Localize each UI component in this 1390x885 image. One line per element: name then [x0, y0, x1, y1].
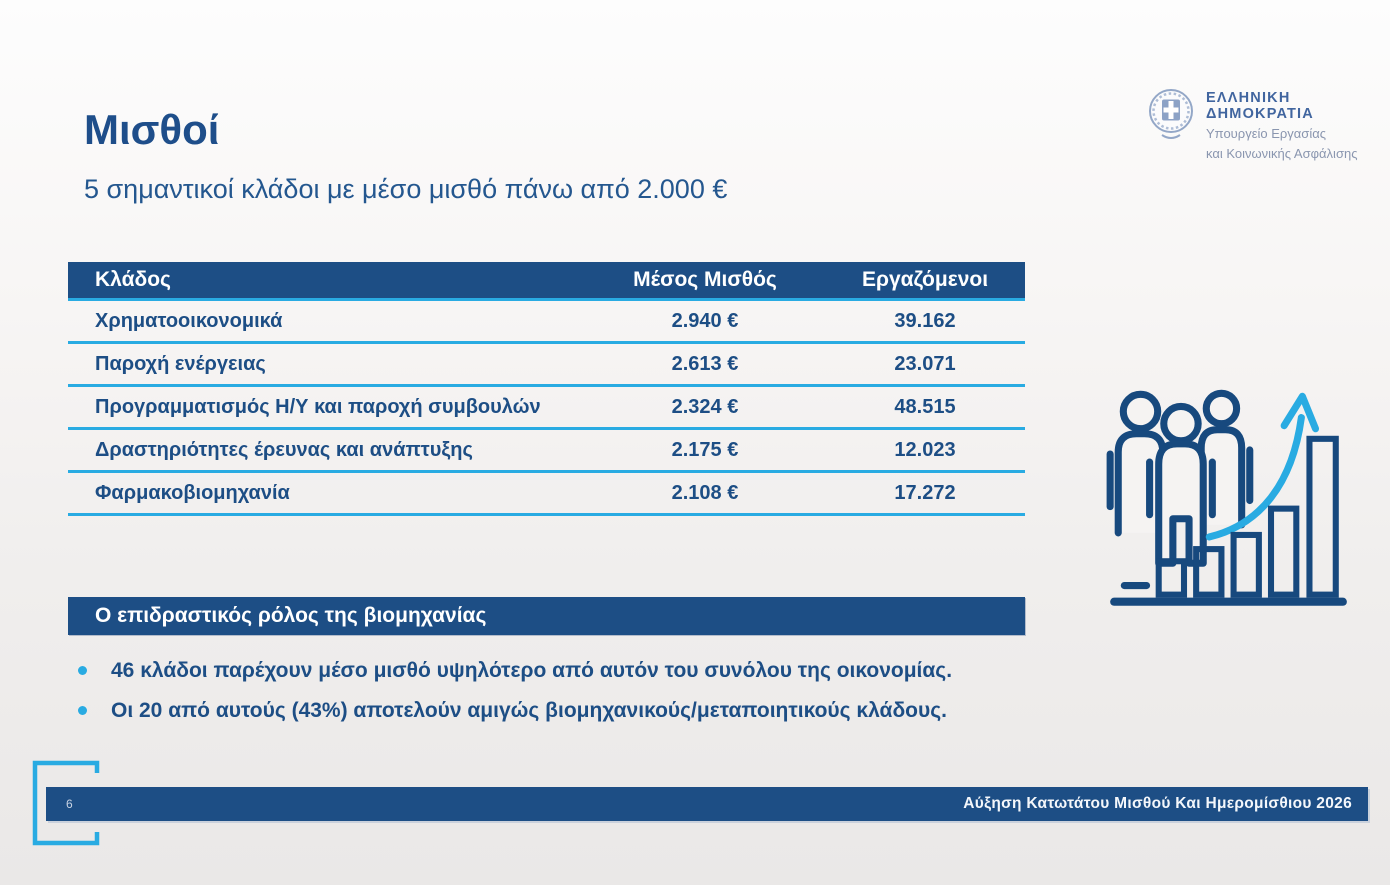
footer-title: Αύξηση Κατωτάτου Μισθού Και Ημερομίσθιου 2026 [963, 795, 1352, 812]
logo-text [1206, 85, 1390, 162]
table-row [68, 430, 1025, 473]
government-logo [1148, 85, 1390, 162]
sector-cell: Φαρμακοβιομηχανία [95, 481, 290, 504]
greek-coat-of-arms-icon [1148, 85, 1194, 149]
table-header-row [68, 262, 1025, 301]
header-salary: Μέσος Μισθός [633, 268, 777, 291]
salary-cell: 2.613 € [671, 352, 739, 375]
page-number: 6 [66, 797, 73, 811]
employees-cell: 17.272 [894, 481, 956, 504]
header-employees: Εργαζόμενοι [861, 268, 989, 291]
sector-cell: Δραστηριότητες έρευνας και ανάπτυξης [95, 438, 473, 461]
logo-ministry-line1: Υπουργείο Εργασίας [1206, 126, 1326, 141]
salary-cell: 2.108 € [671, 481, 739, 504]
employees-cell: 48.515 [894, 395, 956, 418]
table-row [68, 387, 1025, 430]
salary-cell: 2.175 € [671, 438, 739, 461]
bullet-dot-icon [78, 666, 87, 675]
table-row [68, 344, 1025, 387]
people-growth-chart-icon [1098, 383, 1356, 611]
list-item [78, 698, 1078, 724]
salary-table [68, 262, 1025, 516]
bullet-dot-icon [78, 706, 87, 715]
page-subtitle: 5 σημαντικοί κλάδοι με μέσο μισθό πάνω από 2.000 € [84, 174, 728, 204]
salary-cell: 2.324 € [671, 395, 739, 418]
sector-cell: Προγραμματισμός Η/Υ και παροχή συμβουλών [95, 395, 541, 418]
bullet-list [78, 658, 1078, 738]
footer-bar [46, 787, 1368, 821]
table-row [68, 301, 1025, 344]
banner-text: Ο επιδραστικός ρόλος της βιομηχανίας [95, 604, 487, 627]
list-item [78, 658, 1078, 684]
employees-cell: 39.162 [894, 309, 956, 332]
bullet-text: Οι 20 από αυτούς (43%) αποτελούν αμιγώς βιομηχανικούς/μεταποιητικούς κλάδους. [111, 699, 947, 722]
sector-cell: Παροχή ενέργειας [95, 352, 266, 375]
section-banner [68, 597, 1025, 635]
salary-cell: 2.940 € [671, 309, 739, 332]
logo-ministry-line2: και Κοινωνικής Ασφάλισης [1206, 146, 1358, 161]
employees-cell: 12.023 [894, 438, 956, 461]
sector-cell: Χρηματοοικονομικά [95, 309, 283, 332]
people-icon [1110, 393, 1250, 563]
logo-org-name: ΕΛΛΗΝΙΚΗ ΔΗΜΟΚΡΑΤΙΑ [1206, 90, 1314, 122]
page-title: Μισθοί [84, 106, 220, 153]
bullet-text: 46 κλάδοι παρέχουν μέσο μισθό υψηλότερο από αυτόν του συνόλου της οικονομίας. [111, 659, 953, 682]
table-row [68, 473, 1025, 516]
employees-cell: 23.071 [894, 352, 956, 375]
header-sector: Κλάδος [95, 268, 171, 291]
